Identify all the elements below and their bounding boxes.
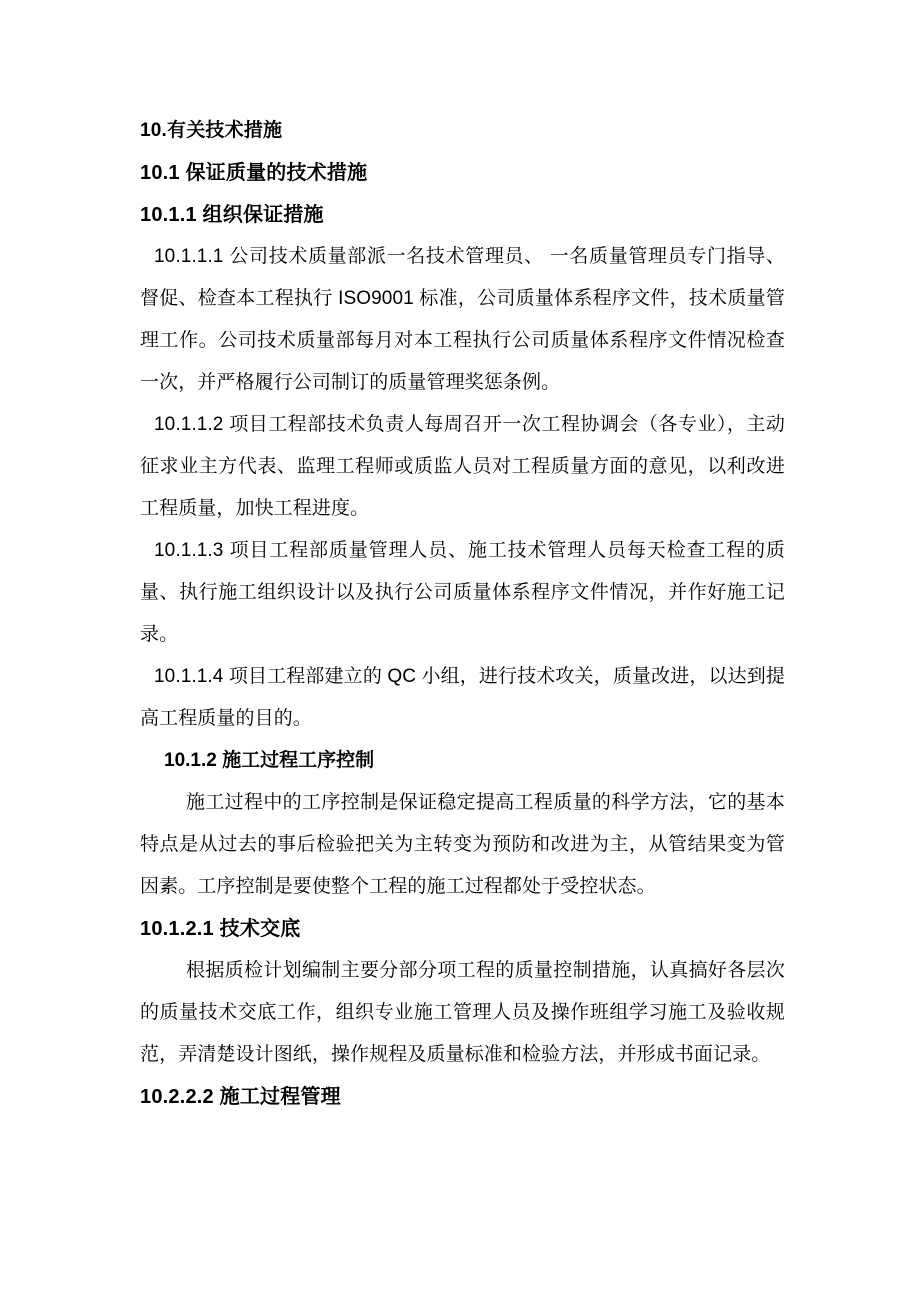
paragraph-10-1-1-1: 10.1.1.1 公司技术质量部派一名技术管理员、 一名质量管理员专门指导、督促、检查本工程执行 ISO9001 标准，公司质量体系程序文件，技术质量管理工作。公司技术质量部每月对本工程执行公司质量体系程序文件情况检查一次，并严格履行公司制订的质量管理奖惩条例。: [140, 246, 785, 393]
heading-10-1-1: 10.1.1 组织保证措施: [140, 204, 324, 226]
paragraph-10-1-1-2: 10.1.1.2 项目工程部技术负责人每周召开一次工程协调会（各专业），主动征求业主方代表、监理工程师或质监人员对工程质量方面的意见，以利改进工程质量，加快工程进度。: [140, 414, 785, 519]
document-body: [140, 110, 785, 1118]
heading-10: 10.有关技术措施: [140, 120, 283, 141]
heading-10-1-2: 10.1.2 施工过程工序控制: [164, 750, 375, 771]
paragraph-10-1-1-3: 10.1.1.3 项目工程部质量管理人员、施工技术管理人员每天检查工程的质量、执行施工组织设计以及执行公司质量体系程序文件情况，并作好施工记录。: [140, 540, 785, 645]
heading-10-1: 10.1 保证质量的技术措施: [140, 162, 368, 184]
heading-10-2-2-2: 10.2.2.2 施工过程管理: [140, 1086, 341, 1108]
paragraph-10-1-2-body: 施工过程中的工序控制是保证稳定提高工程质量的科学方法，它的基本特点是从过去的事后检验把关为主转变为预防和改进为主，从管结果变为管因素。工序控制是要使整个工程的施工过程都处于受控状态。: [140, 792, 785, 897]
paragraph-10-1-1-4: 10.1.1.4 项目工程部建立的 QC 小组，进行技术攻关，质量改进，以达到提高工程质量的目的。: [140, 666, 785, 729]
heading-10-1-2-1: 10.1.2.1 技术交底: [140, 918, 301, 940]
paragraph-10-1-2-1-body: 根据质检计划编制主要分部分项工程的质量控制措施，认真搞好各层次的质量技术交底工作，组织专业施工管理人员及操作班组学习施工及验收规范，弄清楚设计图纸，操作规程及质量标准和检验方法，并形成书面记录。: [140, 960, 785, 1065]
